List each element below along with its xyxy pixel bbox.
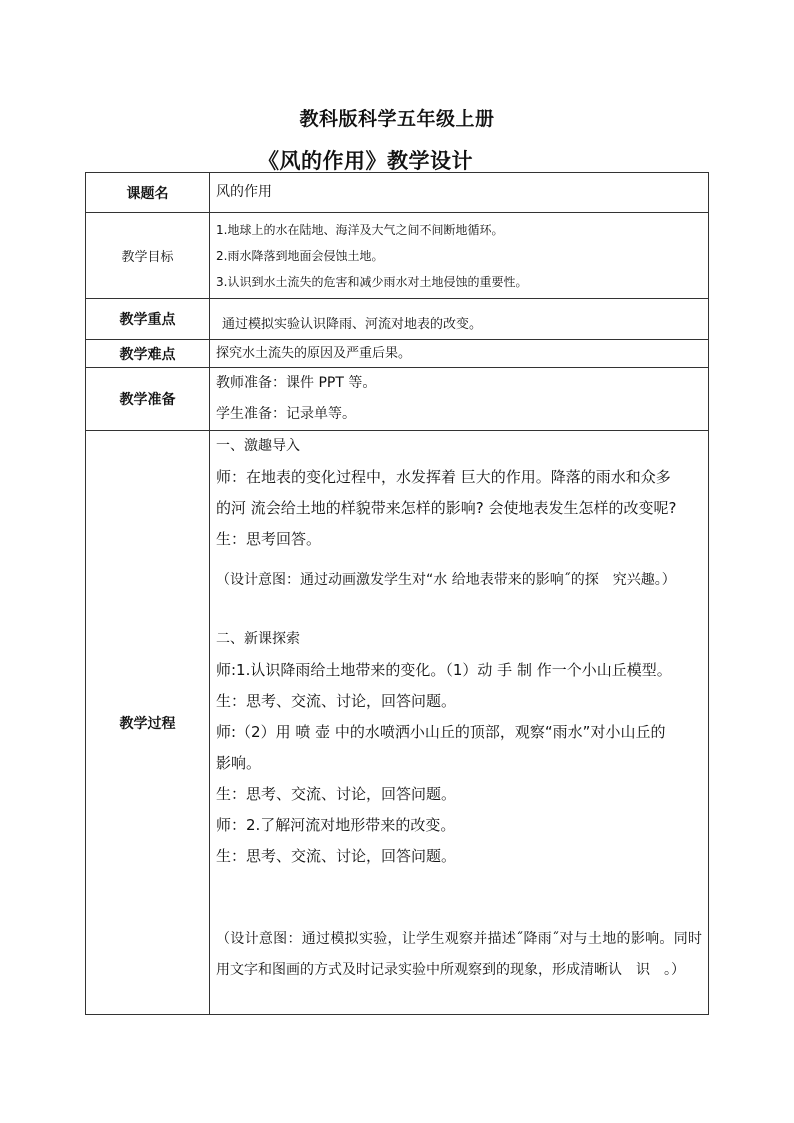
explore-line: 影响。 — [216, 754, 262, 772]
explore-line: 生：思考、交流、讨论，回答问题。 — [216, 785, 457, 803]
goal-item: 3.认识到水土流失的危害和减少雨水对土地侵蚀的重要性。 — [216, 274, 528, 289]
document-subtitle: 《风的作用》教学设计 — [258, 149, 473, 173]
spacer — [216, 596, 702, 624]
difficulties-value-cell — [210, 340, 709, 368]
difficulties-value: 探究水土流失的原因及严重后果。 — [216, 345, 412, 361]
table-row-key-points — [86, 299, 709, 340]
goals-label: 教学目标 — [86, 213, 210, 299]
intro-text-line: 的河 流会给土地的样貌带来怎样的影响? 会使地表发生怎样的改变呢? — [216, 499, 677, 517]
intro-text-line: 师：在地表的变化过程中，水发挥着 巨大的作用。降落的雨水和众多 — [216, 468, 671, 486]
document-title: 教科版科学五年级上册 — [299, 108, 495, 130]
intro-answer: 生：思考回答。 — [216, 530, 322, 548]
teacher-preparation: 教师准备：课件 PPT 等。 — [216, 375, 377, 391]
explore-line: 生：思考、交流、讨论，回答问题。 — [216, 692, 457, 710]
explore-line: 师：2.了解河流对地形带来的改变。 — [216, 816, 456, 834]
topic-label: 课题名 — [86, 173, 210, 213]
table-row-preparation — [86, 368, 709, 431]
preparation-label: 教学准备 — [86, 368, 210, 431]
goals-value-cell — [210, 213, 709, 299]
table-row-goals — [86, 213, 709, 299]
key-points-value-cell — [210, 299, 709, 340]
explore-design-note: （设计意图：通过模拟实验，让学生观察并描述˝降雨˝对与土地的影响。同时 用文字和图画的方式及时记录实验中所观察到的现象，形成清晰认 识 。） — [216, 931, 716, 978]
topic-value-cell — [210, 173, 709, 213]
key-points-label: 教学重点 — [86, 299, 210, 340]
explore-line: 生：思考、交流、讨论，回答问题。 — [216, 847, 457, 865]
intro-heading: 一、激趣导入 — [216, 438, 300, 454]
goal-item: 2.雨水降落到地面会侵蚀土地。 — [216, 248, 384, 263]
explore-line: 师:（2）用 喷 壶 中的水喷洒小山丘的顶部，观察“雨水”对小山丘的 — [216, 723, 666, 741]
explore-line: 师:1.认识降雨给土地带来的变化。（1）动 手 制 作一个小山丘模型。 — [216, 661, 672, 679]
table-row-difficulties — [86, 340, 709, 368]
topic-value: 风的作用 — [216, 184, 272, 200]
process-value-cell — [210, 431, 716, 1015]
difficulties-label: 教学难点 — [86, 340, 210, 368]
goal-item: 1.地球上的水在陆地、海洋及大气之间不间断地循环。 — [216, 222, 504, 237]
student-preparation: 学生准备：记录单等。 — [216, 406, 356, 422]
table-row-process — [86, 431, 709, 1015]
intro-design-note: （设计意图：通过动画激发学生对“水 给地表带来的影响˝的探 究兴趣。） — [216, 572, 676, 588]
spacer — [216, 872, 702, 924]
lesson-plan-table — [85, 172, 716, 1015]
process-label: 教学过程 — [86, 431, 210, 1015]
explore-heading: 二、新课探索 — [216, 631, 300, 647]
preparation-value-cell — [210, 368, 709, 431]
table-row-topic — [86, 173, 709, 213]
key-points-value: 通过模拟实验认识降雨、河流对地表的改变。 — [222, 317, 483, 332]
